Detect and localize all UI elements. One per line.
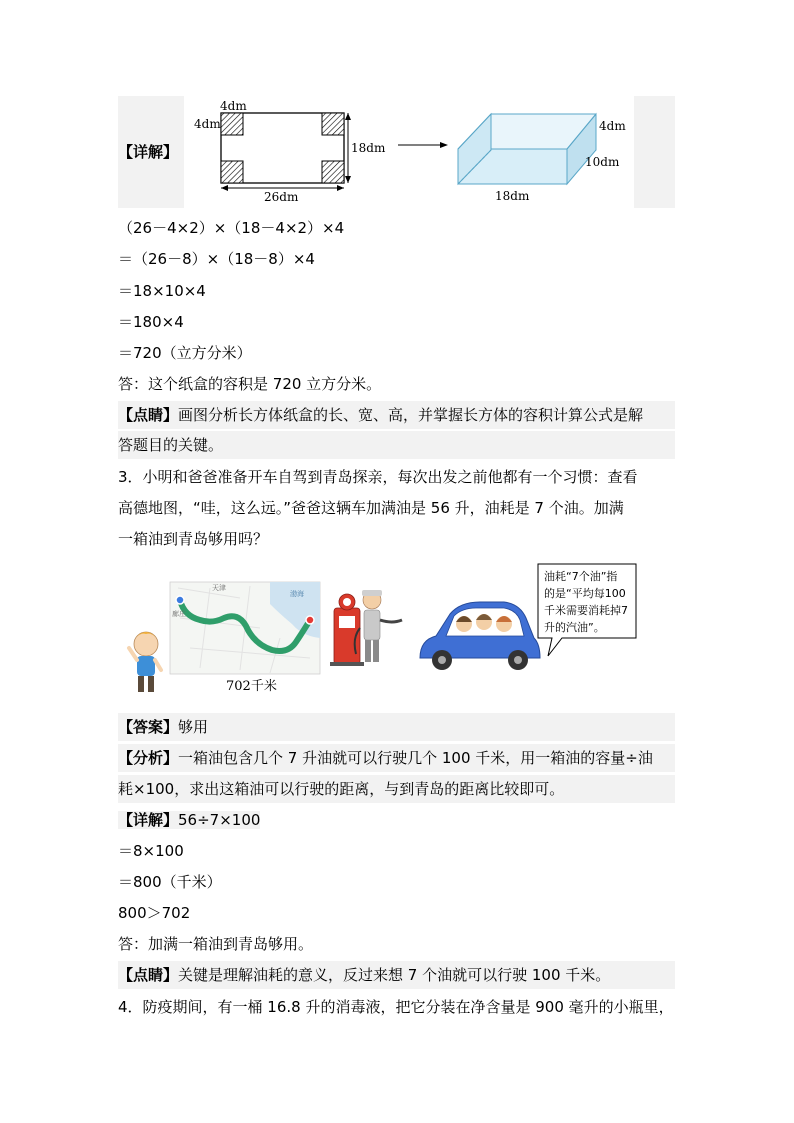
bubble-line-2: 的是“平均每100: [544, 587, 626, 600]
comment-3: [118, 961, 675, 989]
bubble-line-4: 升的汽油”。: [544, 621, 605, 634]
analysis-tag: 【分析】: [118, 749, 179, 767]
detail-3-step-3: 800＞702: [118, 904, 191, 922]
question-3-line-3: 一箱油到青岛够用吗？: [118, 530, 269, 548]
gas-pump-figure: [330, 590, 402, 666]
detail-3-text: 56÷7×100: [178, 811, 261, 829]
net-and-box-diagram: [184, 96, 634, 208]
boy-figure: [129, 632, 161, 692]
bubble-line-1: 油耗“7个油”指: [544, 570, 618, 583]
corner-square-bl: [221, 161, 243, 183]
speech-bubble: [538, 564, 636, 656]
corner-square-tr: [322, 113, 344, 135]
bubble-line-3: 千米需要消耗掉7: [544, 604, 628, 617]
label-26dm: 26dm: [264, 190, 299, 204]
label-4dm-left: 4dm: [194, 117, 221, 131]
box-label-10dm: 10dm: [585, 155, 620, 169]
question-3-line-1: 3．小明和爸爸准备开车自驾到青岛探亲，每次出发之前他都有一个习惯：查看: [118, 468, 638, 486]
map-city-3: 廊庄: [172, 610, 186, 618]
question-3-line-2: 高德地图，“哇，这么远。”爸爸这辆车加满油是 56 升，油耗是 7 个油。加满: [118, 499, 624, 517]
comment-text: 画图分析长方体纸盒的长、宽、高，并掌握长方体的容积计算公式是解: [178, 406, 644, 424]
analysis-text: 一箱油包含几个 7 升油就可以行驶几个 100 千米，用一箱油的容量÷油: [178, 749, 653, 767]
comment-1-line-1: [118, 401, 675, 429]
route-map: [170, 582, 320, 694]
step-5: ＝720（立方分米）: [118, 344, 252, 362]
question-4-line-1: 4．防疫期间，有一桶 16.8 升的消毒液，把它分装在净含量是 900 毫升的小瓶里，: [118, 998, 674, 1016]
corner-square-tl: [221, 113, 243, 135]
trip-illustration: [120, 558, 650, 706]
detail-3-answer: 答：加满一箱油到青岛够用。: [118, 935, 314, 953]
comment-3-tag: 【点睛】: [118, 966, 179, 984]
map-city-1: 天津: [212, 584, 226, 592]
map-city-2: 渤海: [290, 590, 304, 598]
map-caption: 702千米: [226, 679, 277, 694]
detail-tag: 【详解】: [118, 143, 179, 161]
answer-3: [118, 713, 675, 741]
detail-3-step-2: ＝800（千米）: [118, 873, 222, 891]
step-1: （26－4×2）×（18－4×2）×4: [118, 219, 345, 237]
box-label-4dm: 4dm: [599, 119, 626, 133]
label-18dm-side: 18dm: [351, 141, 386, 155]
detail-3-line-1: [118, 806, 675, 834]
comment-tag: 【点睛】: [118, 406, 179, 424]
car-figure: [420, 602, 540, 670]
step-4: ＝180×4: [118, 313, 184, 331]
detail-3-tag: 【详解】: [118, 811, 179, 829]
box-label-18dm: 18dm: [495, 189, 530, 203]
comment-3-text: 关键是理解油耗的意义，反过来想 7 个油就可以行驶 100 千米。: [178, 966, 611, 984]
comment-1-line-2: 答题目的关键。: [118, 431, 675, 459]
answer-text: 够用: [178, 718, 209, 736]
answer-line-1: 答：这个纸盒的容积是 720 立方分米。: [118, 375, 382, 393]
detail-3-step-1: ＝8×100: [118, 842, 184, 860]
analysis-line-2: 耗×100，求出这箱油可以行驶的距离，与到青岛的距离比较即可。: [118, 775, 675, 803]
step-2: ＝（26－8）×（18－8）×4: [118, 250, 315, 268]
corner-square-br: [322, 161, 344, 183]
analysis-line-1: [118, 744, 675, 772]
answer-tag: 【答案】: [118, 718, 179, 736]
step-3: ＝18×10×4: [118, 282, 206, 300]
label-4dm-top: 4dm: [220, 99, 247, 113]
